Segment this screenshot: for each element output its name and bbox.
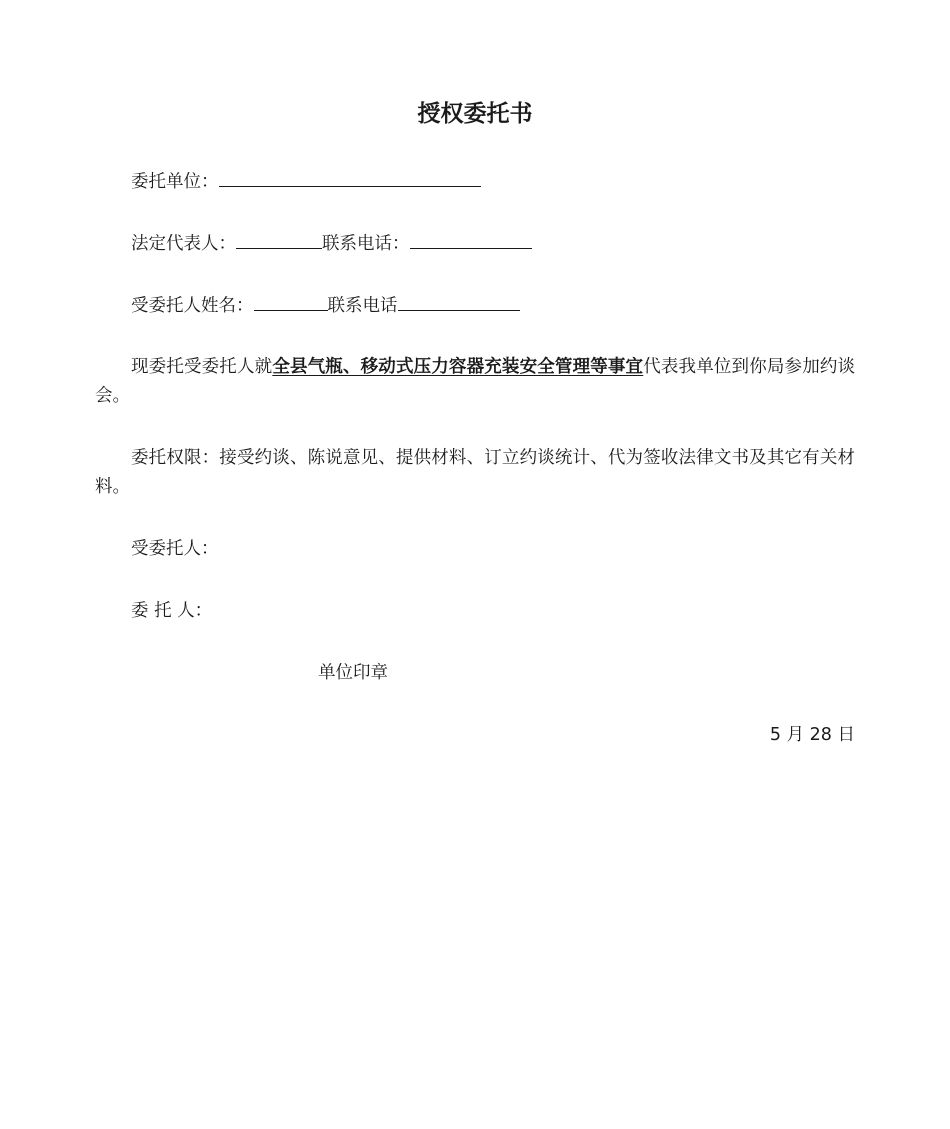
paragraph1-prefix: 现委托受委托人就: [131, 357, 273, 377]
legal-rep-blank: [236, 230, 322, 249]
entrustor-signature-label: 委 托 人：: [131, 601, 213, 621]
trustee-name-blank: [254, 292, 328, 311]
legal-rep-phone-label: 联系电话：: [322, 234, 410, 254]
authority-paragraph: 委托权限：接受约谈、陈说意见、提供材料、订立约谈统计、代为签收法律文书及其它有关材料。: [95, 448, 855, 497]
legal-rep-label: 法定代表人：: [131, 234, 236, 254]
entrusting-unit-label: 委托单位：: [131, 172, 219, 192]
entrusting-unit-row: [131, 168, 481, 195]
trustee-name-row: [131, 292, 520, 319]
entrusting-unit-blank: [219, 168, 481, 187]
trustee-signature-label: 受委托人：: [131, 539, 219, 559]
trustee-phone-label: 联系电话: [327, 296, 398, 316]
document-title: 授权委托书: [417, 101, 533, 127]
document-date: 5 月 28 日: [769, 725, 855, 745]
paragraph1-emphasis: 全县气瓶、移动式压力容器充装安全管理等事宜: [272, 357, 644, 377]
legal-rep-phone-blank: [410, 230, 532, 249]
trustee-phone-blank: [398, 292, 520, 311]
legal-rep-row: [131, 230, 532, 257]
unit-seal-label: 单位印章: [318, 663, 388, 683]
entrustment-paragraph: [95, 353, 855, 411]
trustee-name-label: 受委托人姓名：: [131, 296, 254, 316]
paragraph1-suffix: 代表我单位到你局参加约谈会。: [95, 357, 856, 406]
